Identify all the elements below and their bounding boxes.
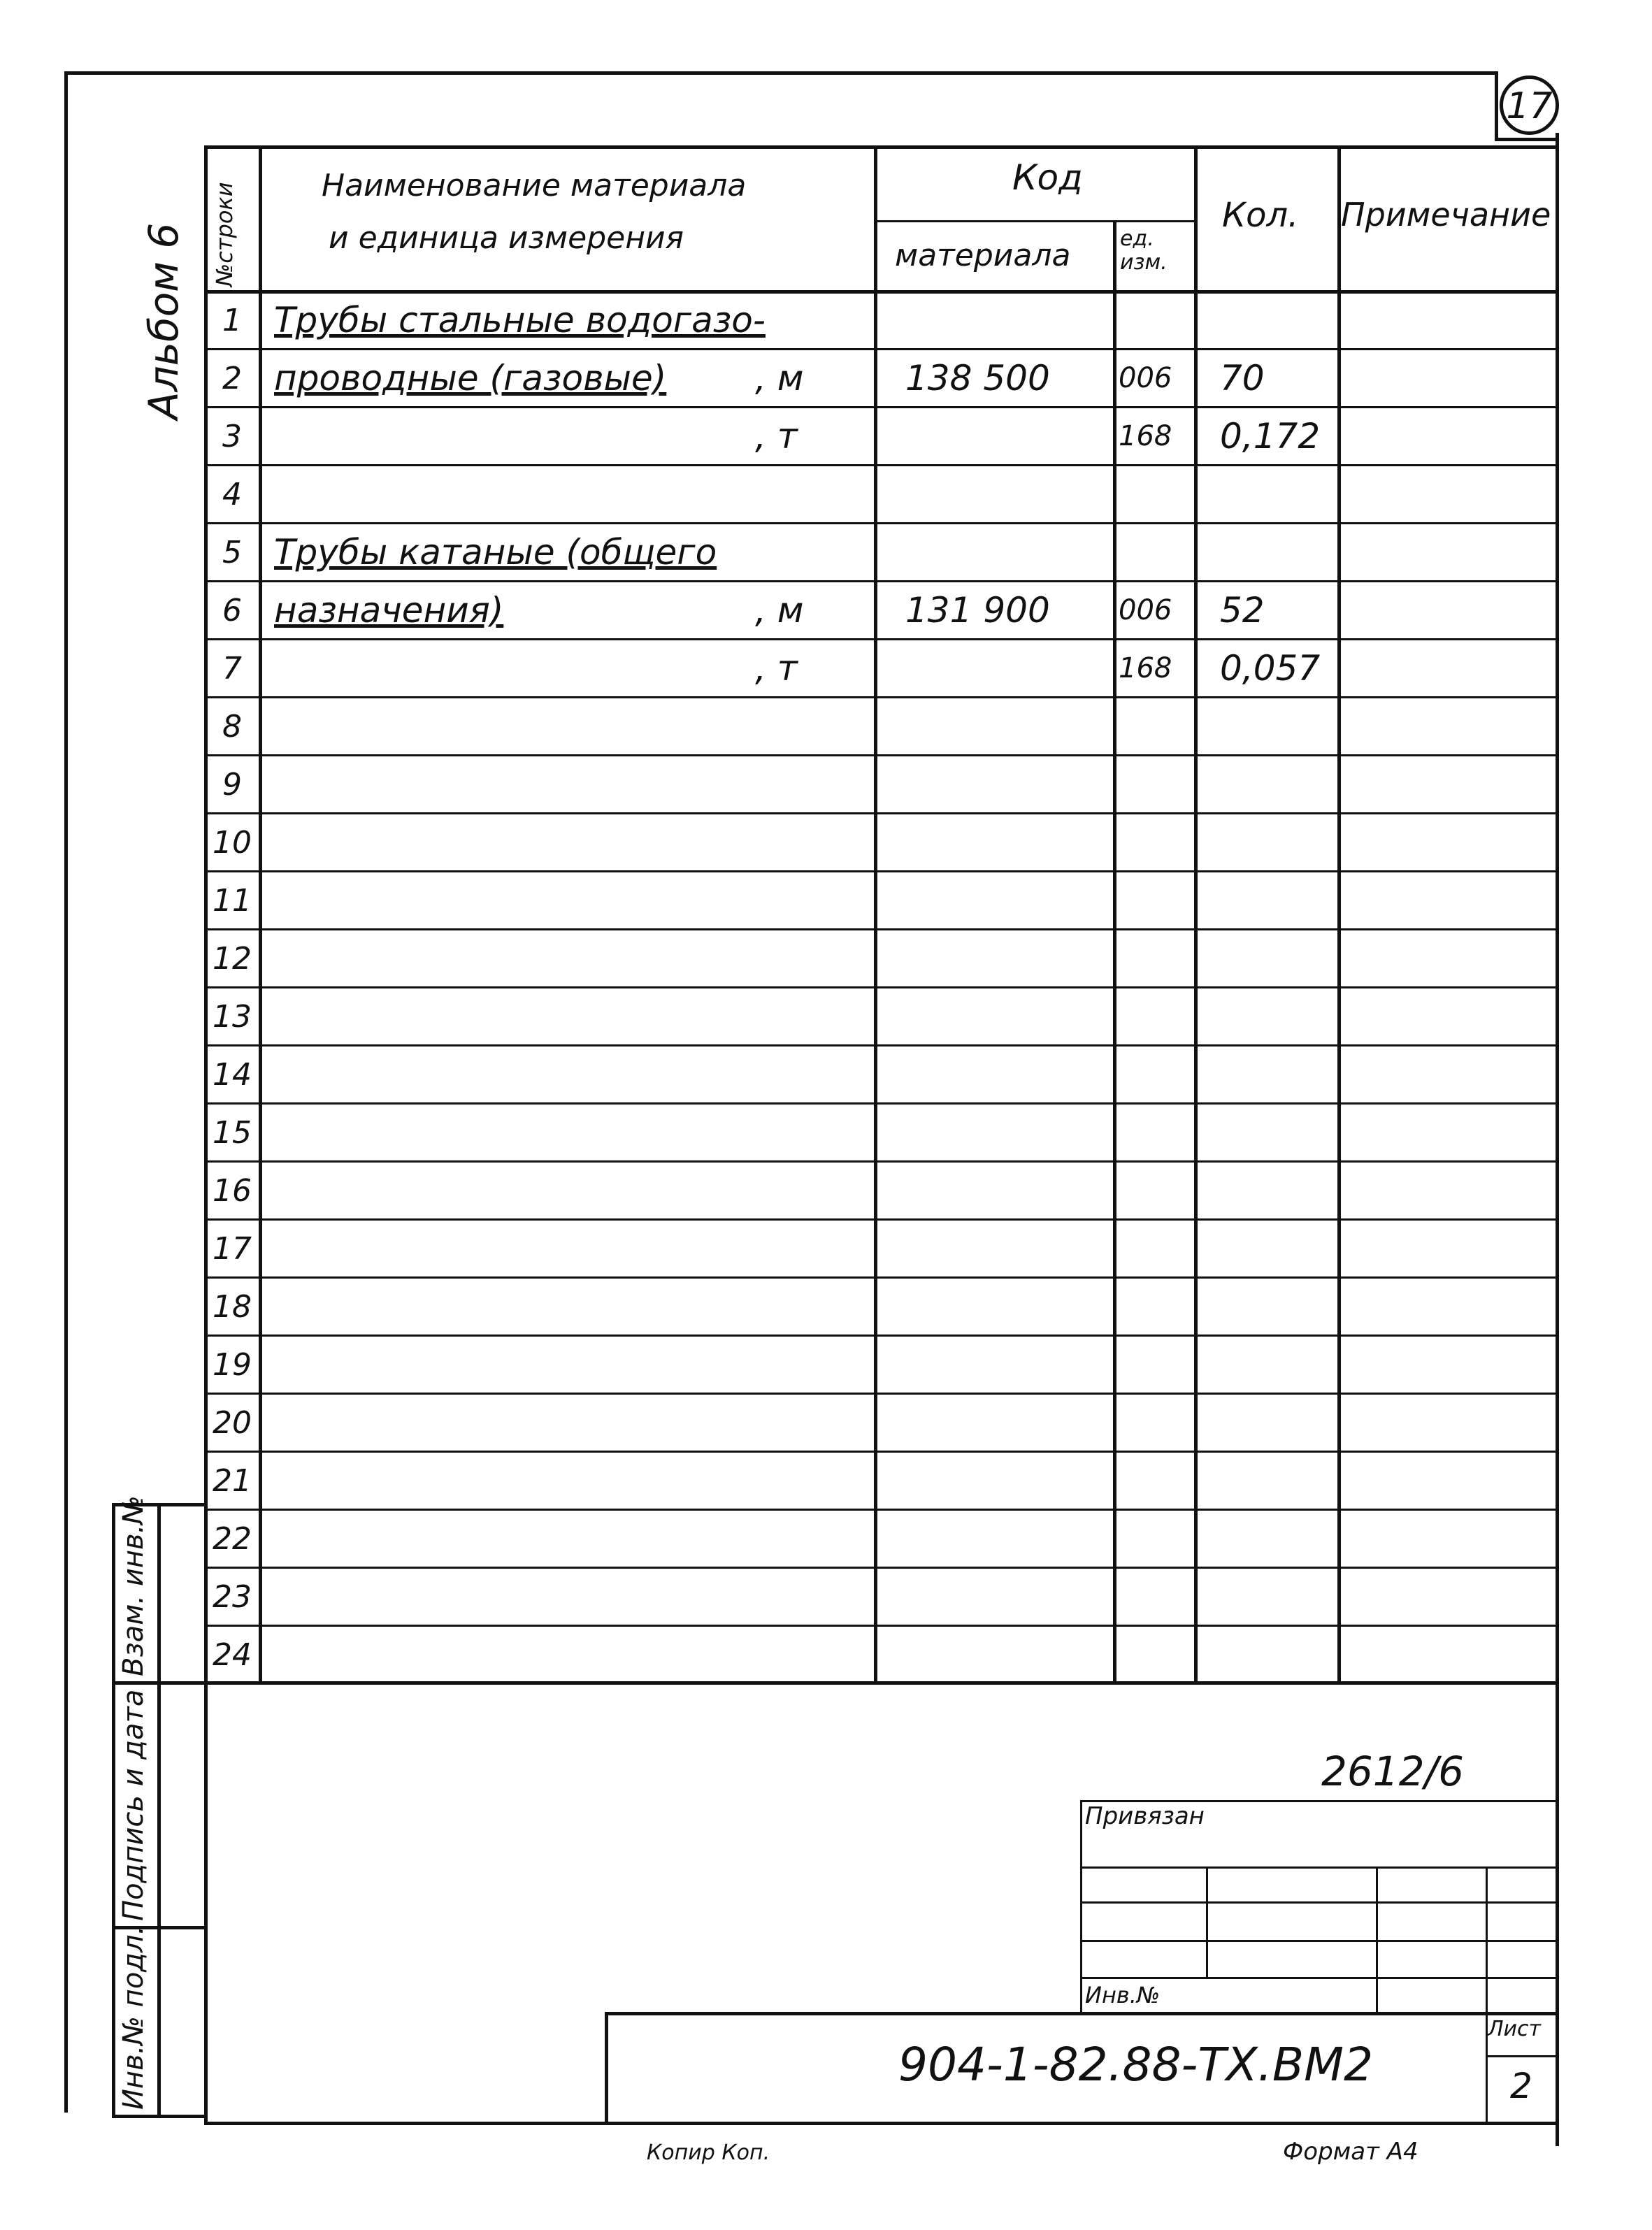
row-number: 19 <box>213 1347 252 1383</box>
stamp-podpis: Подпись и дата <box>117 1689 150 1921</box>
row-separator <box>204 464 1557 466</box>
code-box-top <box>605 2012 1557 2015</box>
code-box-left <box>605 2012 608 2124</box>
row-separator <box>204 1160 1557 1163</box>
header-qty: Кол. <box>1222 196 1299 235</box>
album-label: Альбом 6 <box>140 222 187 419</box>
header-name-line1: Наименование материала <box>322 168 747 203</box>
row-number: 17 <box>213 1231 252 1267</box>
stamp-inv-podl: Инв.№ подл. <box>117 1925 150 2110</box>
stamp-bottom <box>112 2115 206 2118</box>
row-number: 14 <box>213 1057 252 1093</box>
code-subheader-line <box>874 220 1195 222</box>
sheet-bottom-line <box>204 2122 1557 2125</box>
row-name: Трубы катаные (общего <box>274 532 717 573</box>
row-number: 20 <box>213 1405 252 1441</box>
row-material-code: 131 900 <box>905 590 1050 631</box>
row-unit: , т <box>755 648 798 689</box>
row-separator <box>204 754 1557 756</box>
row-number: 12 <box>213 941 252 977</box>
row-separator <box>204 1218 1557 1221</box>
header-bottom-line <box>204 290 1557 294</box>
privyazan-label: Привязан <box>1085 1802 1205 1830</box>
header-row-no: №строки <box>211 182 238 287</box>
row-number: 7 <box>222 651 242 686</box>
list-value: 2 <box>1510 2066 1532 2106</box>
header-note: Примечание <box>1341 196 1551 233</box>
row-separator <box>204 348 1557 350</box>
row-number: 11 <box>213 883 252 919</box>
row-unit-code: 168 <box>1119 652 1172 684</box>
row-name: Трубы стальные водогазо- <box>274 300 766 340</box>
row-separator <box>204 1509 1557 1511</box>
row-number: 18 <box>213 1289 252 1325</box>
row-separator <box>204 1625 1557 1627</box>
row-separator <box>204 928 1557 930</box>
frame-top <box>64 71 1497 75</box>
frame-left <box>64 71 68 2113</box>
row-separator <box>204 812 1557 814</box>
row-separator <box>204 580 1557 582</box>
row-unit-code: 006 <box>1119 362 1172 394</box>
row-number: 24 <box>213 1637 252 1673</box>
row-name: проводные (газовые) <box>274 358 667 398</box>
header-name-line2: и единица измерения <box>329 220 684 256</box>
row-number: 8 <box>222 709 242 744</box>
row-material-code: 138 500 <box>905 358 1050 398</box>
row-number: 15 <box>213 1115 252 1151</box>
row-number: 21 <box>213 1463 252 1499</box>
row-number: 13 <box>213 999 252 1035</box>
row-unit: , м <box>755 358 804 398</box>
handwritten-number: 2612/6 <box>1321 1748 1465 1795</box>
document-code: 904-1-82.88-ТХ.ВМ2 <box>898 2038 1374 2092</box>
row-number: 2 <box>222 361 242 396</box>
inv-no-label: Инв.№ <box>1085 1982 1161 2008</box>
row-separator <box>204 1276 1557 1279</box>
tb-vline-4 <box>1486 1866 1488 2122</box>
row-separator <box>204 1102 1557 1105</box>
row-number: 16 <box>213 1173 252 1209</box>
stamp-div-1 <box>112 1681 206 1685</box>
row-number: 9 <box>222 767 242 803</box>
header-code: Код <box>1012 157 1083 198</box>
row-number: 22 <box>213 1521 252 1557</box>
header-code-unit: ед. изм. <box>1120 226 1168 275</box>
row-separator <box>204 1393 1557 1395</box>
row-quantity: 70 <box>1220 358 1265 398</box>
row-number: 5 <box>222 535 242 570</box>
row-unit: , т <box>755 416 798 456</box>
row-separator <box>204 986 1557 988</box>
tb-vline-2 <box>1206 1866 1208 1978</box>
row-unit: , м <box>755 590 804 631</box>
header-top-line <box>204 145 1557 149</box>
row-separator <box>204 1335 1557 1337</box>
row-separator <box>204 1567 1557 1569</box>
row-separator <box>204 406 1557 408</box>
stamp-col-b <box>157 1503 161 2118</box>
row-separator <box>204 1451 1557 1453</box>
sheet-number-badge: 17 <box>1500 75 1559 135</box>
stamp-col-a <box>112 1503 115 2118</box>
badge-divider <box>1495 71 1498 138</box>
header-code-material: материала <box>895 238 1071 273</box>
list-label: Лист <box>1488 2017 1542 2041</box>
badge-bottom <box>1495 138 1558 141</box>
table-bottom-line <box>204 1681 1557 1685</box>
row-name: назначения) <box>274 590 504 631</box>
tb-vline-1 <box>1080 1800 1082 2013</box>
row-number: 1 <box>222 303 242 338</box>
tb-vline-3 <box>1376 1866 1378 2013</box>
row-number: 6 <box>222 593 242 628</box>
row-quantity: 52 <box>1220 590 1265 631</box>
stamp-vzam: Взам. инв.№ <box>117 1495 150 1676</box>
row-quantity: 0,057 <box>1220 648 1321 689</box>
row-number: 10 <box>213 825 252 861</box>
footer-format: Формат А4 <box>1283 2138 1418 2166</box>
row-number: 23 <box>213 1579 252 1615</box>
row-separator <box>204 638 1557 640</box>
row-separator <box>204 1044 1557 1046</box>
row-unit-code: 168 <box>1119 420 1172 452</box>
row-separator <box>204 696 1557 698</box>
row-quantity: 0,172 <box>1220 416 1321 456</box>
row-separator <box>204 522 1557 524</box>
row-separator <box>204 870 1557 872</box>
row-unit-code: 006 <box>1119 594 1172 626</box>
row-number: 3 <box>222 419 242 454</box>
footer-kopiroval: Копир Коп. <box>647 2141 770 2165</box>
table-col-3 <box>1113 220 1116 1681</box>
list-divider <box>1486 2055 1557 2057</box>
row-number: 4 <box>222 477 242 512</box>
